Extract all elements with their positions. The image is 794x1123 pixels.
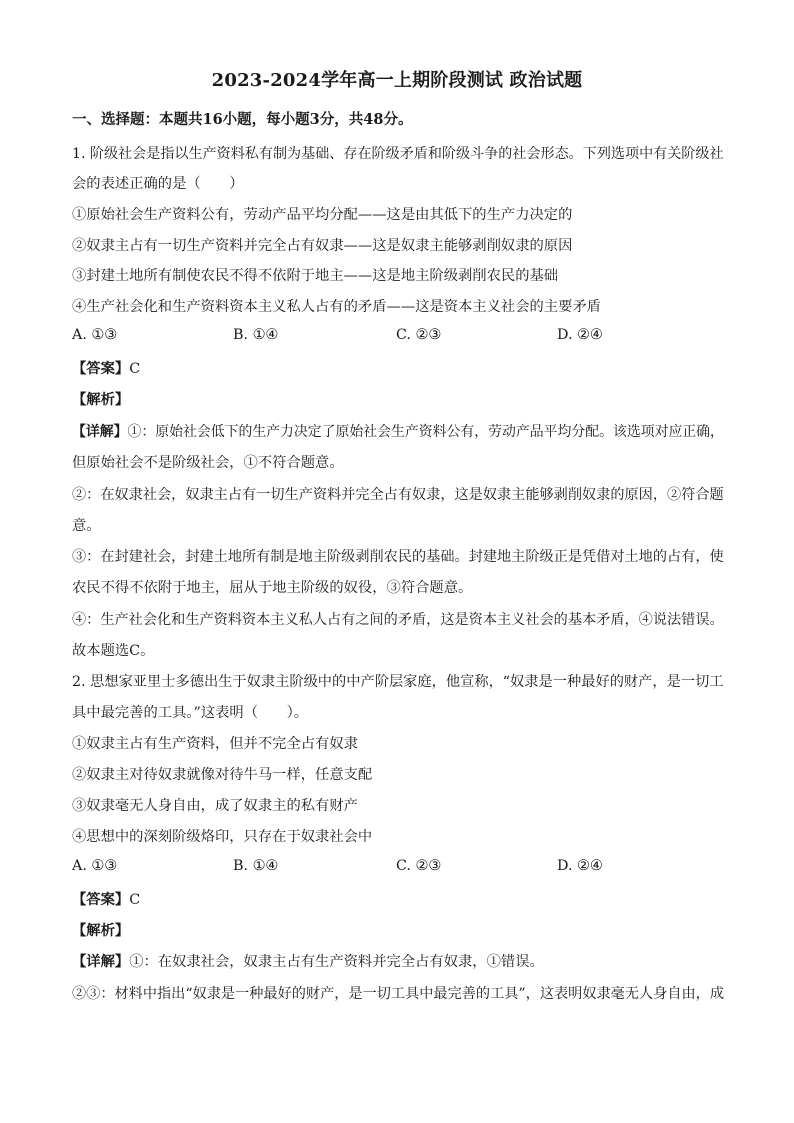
q1-answer-value: C <box>129 361 141 377</box>
q2-detail-tag: 【详解】 <box>72 954 130 970</box>
q1-analysis-label: 【解析】 <box>72 392 130 408</box>
q1-detail-line-3: ②：在奴隶社会，奴隶主占有一切生产资料并完全占有奴隶，这是奴隶主能够剥削奴隶的原因，②符合题 <box>72 487 724 503</box>
q2-item-3: ③奴隶毫无人身自由，成了奴隶主的私有财产 <box>72 798 358 814</box>
q2-option-c: C. ②③ <box>396 858 442 874</box>
q1-answer-tag: 【答案】 <box>72 361 130 377</box>
q2-detail-text-1: ①：在奴隶社会，奴隶主占有生产资料并完全占有奴隶，①错误。 <box>129 954 544 970</box>
q1-detail-line-5: ③：在封建社会，封建土地所有制是地主阶级剥削农民的基础。封建地主阶级正是凭借对土地的占有，使 <box>72 549 724 565</box>
q1-detail-tag: 【详解】 <box>72 424 128 440</box>
q2-answer <box>72 889 140 909</box>
q1-option-c: C. ②③ <box>396 327 442 343</box>
q2-detail-line-1 <box>72 951 544 971</box>
q1-detail-line-2: 但原始社会不是阶级社会，①不符合题意。 <box>72 455 344 471</box>
q1-detail-line-1 <box>72 421 724 441</box>
q2-analysis-tag <box>72 920 129 940</box>
q1-analysis-tag <box>72 389 129 409</box>
q1-stem-line-2: 会的表述正确的是（ ） <box>72 176 244 192</box>
q2-detail-line-2: ②③：材料中指出“奴隶是一种最好的财产，是一切工具中最完善的工具”，这表明奴隶毫无人身自由，成 <box>72 986 724 1002</box>
q1-item-1: ①原始社会生产资料公有，劳动产品平均分配——这是由其低下的生产力决定的 <box>72 207 573 223</box>
q2-option-b: B. ①④ <box>233 858 279 874</box>
q2-stem-line-2: 具中最完善的工具。”这表明（ ）。 <box>72 705 309 721</box>
page-title: 2023-2024学年高一上期阶段测试 政治试题 <box>211 70 583 91</box>
q1-detail-text-1: ①：原始社会低下的生产力决定了原始社会生产资料公有，劳动产品平均分配。该选项对应正确， <box>127 424 724 440</box>
q2-item-1: ①奴隶主占有生产资料，但并不完全占有奴隶 <box>72 736 358 752</box>
q1-option-a: A. ①③ <box>72 327 118 343</box>
q1-item-2: ②奴隶主占有一切生产资料并完全占有奴隶——这是奴隶主能够剥削奴隶的原因 <box>72 238 573 254</box>
q1-stem-line-1: 1. 阶级社会是指以生产资料私有制为基础、存在阶级矛盾和阶级斗争的社会形态。下列选项中有关阶级社 <box>72 146 724 162</box>
q2-answer-value: C <box>129 892 141 908</box>
q1-detail-line-4: 意。 <box>72 518 101 534</box>
q1-option-b: B. ①④ <box>233 327 279 343</box>
q2-analysis-label: 【解析】 <box>72 923 130 939</box>
q1-detail-line-6: 农民不得不依附于地主，屈从于地主阶级的奴役，③符合题意。 <box>72 580 473 596</box>
section-heading: 一、选择题：本题共16小题，每小题3分，共48分。 <box>72 111 413 128</box>
q1-detail-line-7: ④：生产社会化和生产资料资本主义私人占有之间的矛盾，这是资本主义社会的基本矛盾，④说法错误。 <box>72 612 724 628</box>
q1-item-4: ④生产社会化和生产资料资本主义私人占有的矛盾——这是资本主义社会的主要矛盾 <box>72 299 601 315</box>
q1-detail-line-8: 故本题选C。 <box>72 643 155 659</box>
q2-stem-line-1: 2. 思想家亚里士多德出生于奴隶主阶级中的中产阶层家庭，他宣称，“奴隶是一种最好的财产，是一切工 <box>72 674 724 690</box>
q1-option-d: D. ②④ <box>557 327 603 343</box>
q2-item-4: ④思想中的深刻阶级烙印，只存在于奴隶社会中 <box>72 829 373 845</box>
q1-item-3: ③封建土地所有制使农民不得不依附于地主——这是地主阶级剥削农民的基础 <box>72 268 559 284</box>
q2-item-2: ②奴隶主对待奴隶就像对待牛马一样，任意支配 <box>72 767 373 783</box>
q1-answer <box>72 358 140 378</box>
q2-option-a: A. ①③ <box>72 858 118 874</box>
q2-option-d: D. ②④ <box>557 858 603 874</box>
q2-answer-tag: 【答案】 <box>72 892 130 908</box>
